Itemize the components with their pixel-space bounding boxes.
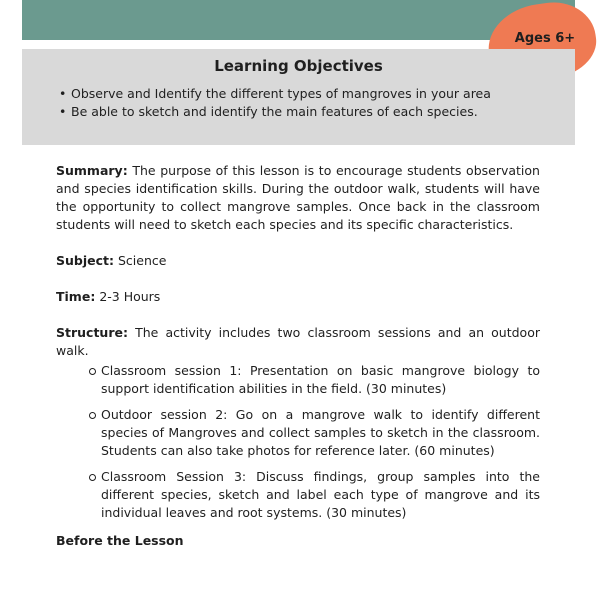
time-label: Time: bbox=[56, 289, 96, 304]
sessions-list bbox=[56, 362, 540, 522]
structure-label: Structure: bbox=[56, 325, 128, 340]
ages-badge: Ages 6+ bbox=[514, 31, 576, 46]
objectives-title: Learning Objectives bbox=[214, 57, 383, 75]
summary-label: Summary: bbox=[56, 163, 128, 178]
subject-value: Science bbox=[117, 253, 167, 268]
session-item: Classroom session 1: Presentation on basic mangrove biology to support identification abilities in the field. (30 minutes) bbox=[101, 363, 540, 396]
session-item: Classroom Session 3: Discuss findings, group samples into the different species, sketch and label each type of mangrove and its individual leaves and root systems. (30 minutes) bbox=[101, 469, 540, 520]
subject-label: Subject: bbox=[56, 253, 114, 268]
time-value: 2-3 Hours bbox=[99, 289, 161, 304]
objective-item: • Be able to sketch and identify the main features of each species. bbox=[59, 103, 491, 121]
structure-paragraph bbox=[56, 324, 540, 360]
objectives-list bbox=[59, 85, 491, 121]
lesson-content bbox=[56, 162, 540, 550]
session-item: Outdoor session 2: Go on a mangrove walk to identify different species of Mangroves and collect samples to sketch in the classroom. Students can also take photos for reference later. (60 minutes) bbox=[101, 407, 540, 458]
before-lesson-heading: Before the Lesson bbox=[56, 533, 184, 548]
structure-text: The activity includes two classroom sessions and an outdoor walk. bbox=[56, 325, 540, 358]
objective-item: • Observe and Identify the different types of mangroves in your area bbox=[59, 85, 491, 103]
summary-paragraph bbox=[56, 162, 540, 234]
learning-objectives-box bbox=[22, 49, 575, 145]
subject-line bbox=[56, 252, 540, 270]
time-line bbox=[56, 288, 540, 306]
summary-text: The purpose of this lesson is to encourage students observation and species identification skills. During the outdoor walk, students will have the opportunity to collect mangrove samples. Once back in the classroom students will need to sketch each species and its specific characteristics. bbox=[56, 163, 540, 232]
